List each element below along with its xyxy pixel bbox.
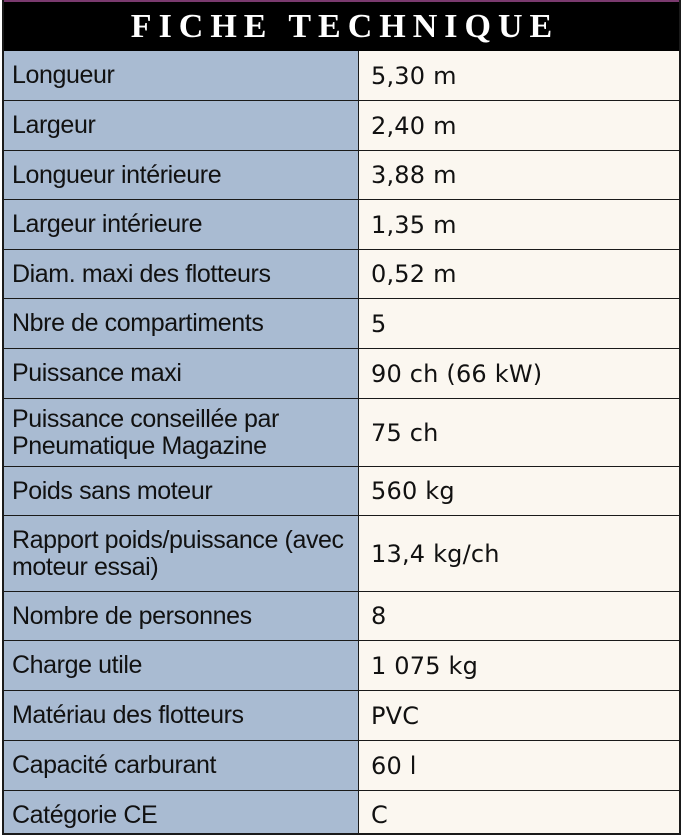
row-label: Nombre de personnes — [4, 592, 359, 640]
table-row — [4, 466, 679, 515]
row-label: Puissance conseillée par Pneumatique Magazine — [4, 399, 359, 466]
table-row — [4, 690, 679, 740]
row-label: Longueur — [4, 51, 359, 100]
row-label: Largeur — [4, 101, 359, 150]
row-label: Rapport poids/puissance (avec moteur essai) — [4, 516, 359, 591]
table-row — [4, 640, 679, 690]
row-label: Diam. maxi des flotteurs — [4, 250, 359, 298]
row-value: 1,35 m — [359, 200, 679, 249]
row-value: 75 ch — [359, 399, 679, 466]
row-label: Catégorie CE — [4, 791, 359, 835]
row-value: 90 ch (66 kW) — [359, 349, 679, 398]
row-value: 2,40 m — [359, 101, 679, 150]
row-label: Puissance maxi — [4, 349, 359, 398]
row-label: Charge utile — [4, 641, 359, 690]
table-row — [4, 515, 679, 591]
table-row — [4, 199, 679, 249]
table-row — [4, 398, 679, 466]
row-label: Capacité carburant — [4, 741, 359, 790]
row-value: 5 — [359, 299, 679, 348]
row-value: 5,30 m — [359, 51, 679, 100]
row-label: Largeur intérieure — [4, 200, 359, 249]
table-row — [4, 249, 679, 298]
table-row — [4, 51, 679, 100]
row-label: Matériau des flotteurs — [4, 691, 359, 740]
row-label: Nbre de compartiments — [4, 299, 359, 348]
row-value: 8 — [359, 592, 679, 640]
table-row — [4, 150, 679, 199]
spec-table — [4, 51, 679, 835]
row-value: C — [359, 791, 679, 835]
table-row — [4, 740, 679, 790]
spec-title: FICHE TECHNIQUE — [130, 7, 560, 45]
spec-sheet — [2, 0, 681, 835]
row-label: Poids sans moteur — [4, 467, 359, 515]
table-row — [4, 348, 679, 398]
table-row — [4, 100, 679, 150]
table-row — [4, 790, 679, 835]
row-value: PVC — [359, 691, 679, 740]
row-value: 60 l — [359, 741, 679, 790]
row-value: 3,88 m — [359, 151, 679, 199]
row-value: 560 kg — [359, 467, 679, 515]
row-label: Longueur intérieure — [4, 151, 359, 199]
table-row — [4, 298, 679, 348]
row-value: 0,52 m — [359, 250, 679, 298]
table-row — [4, 591, 679, 640]
row-value: 1 075 kg — [359, 641, 679, 690]
spec-header — [4, 0, 679, 51]
row-value: 13,4 kg/ch — [359, 516, 679, 591]
